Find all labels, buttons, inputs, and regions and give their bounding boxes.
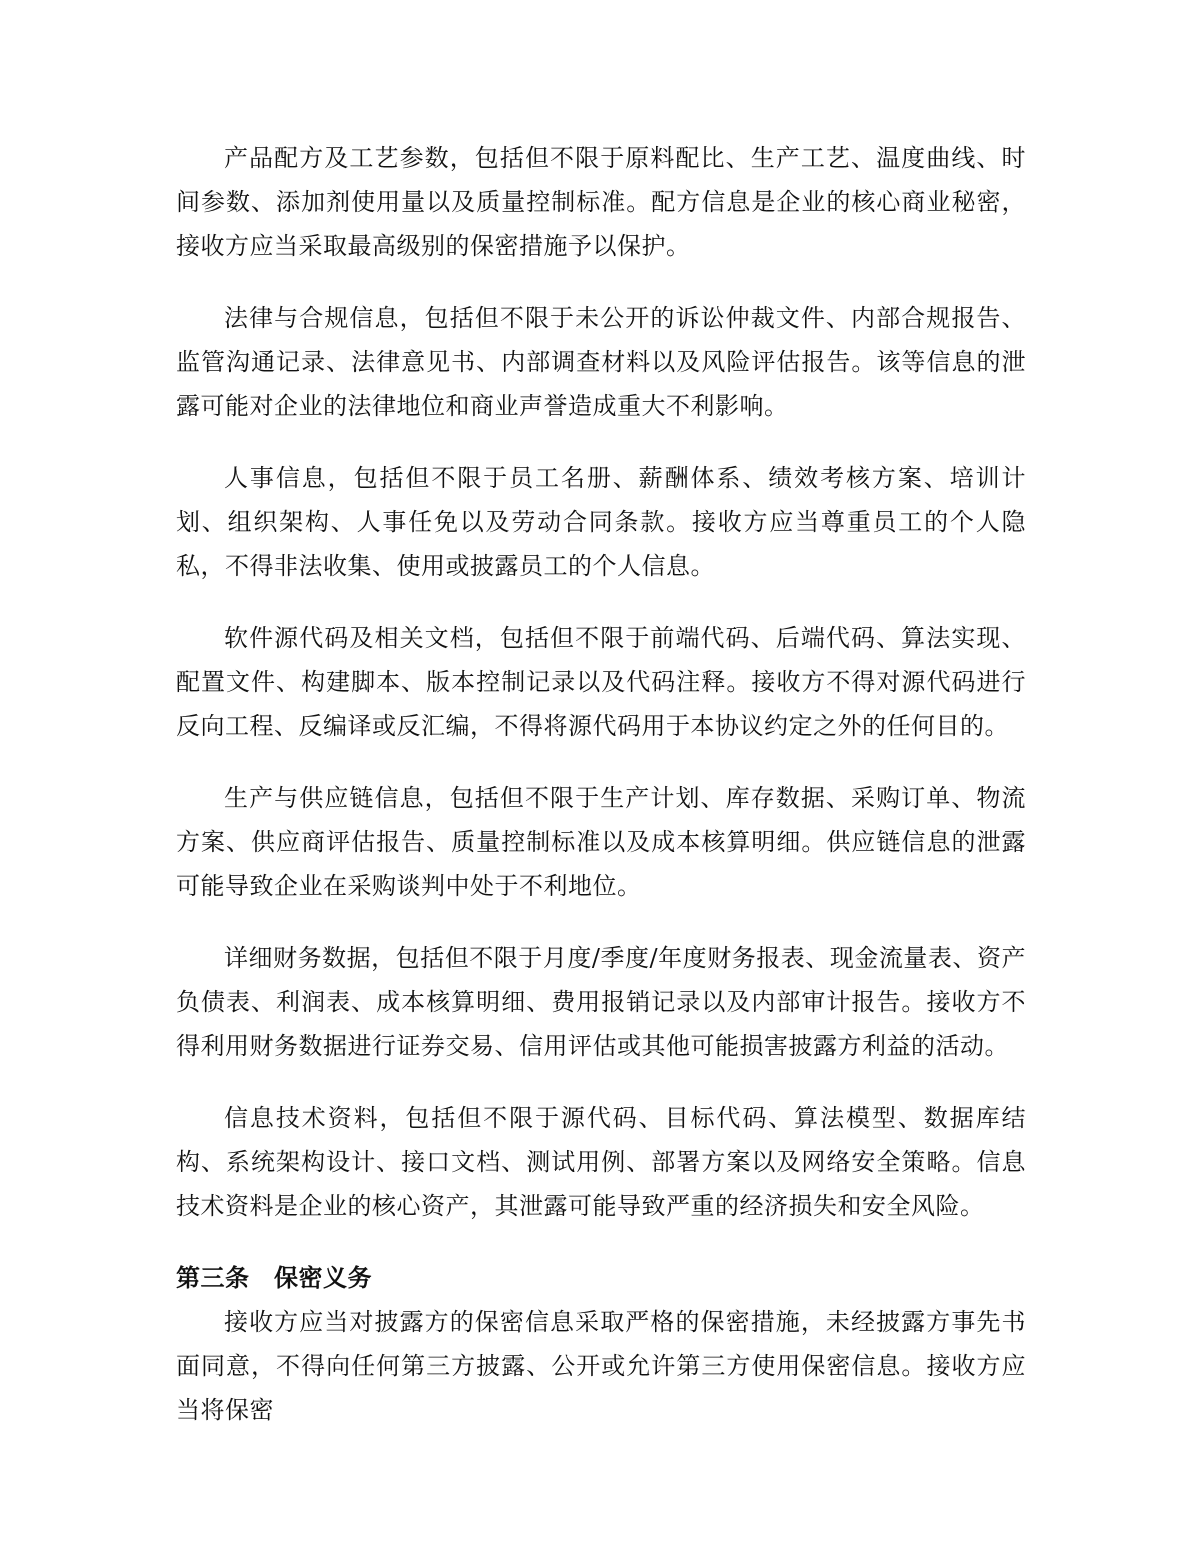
paragraph-confidentiality-obligation: 接收方应当对披露方的保密信息采取严格的保密措施，未经披露方事先书面同意，不得向任何第三方披露、公开或允许第三方使用保密信息。接收方应当将保密 bbox=[176, 1308, 1026, 1424]
paragraph-supply-chain: 生产与供应链信息，包括但不限于生产计划、库存数据、采购订单、物流方案、供应商评估报告、质量控制标准以及成本核算明细。供应链信息的泄露可能导致企业在采购谈判中处于不利地位。 bbox=[176, 784, 1026, 900]
paragraph-formula-process: 产品配方及工艺参数，包括但不限于原料配比、生产工艺、温度曲线、时间参数、添加剂使用量以及质量控制标准。配方信息是企业的核心商业秘密，接收方应当采取最高级别的保密措施予以保护。 bbox=[176, 144, 1026, 260]
paragraph-legal-compliance: 法律与合规信息，包括但不限于未公开的诉讼仲裁文件、内部合规报告、监管沟通记录、法律意见书、内部调查材料以及风险评估报告。该等信息的泄露可能对企业的法律地位和商业声誉造成重大不利影响。 bbox=[176, 304, 1026, 420]
section-heading-confidentiality-obligation: 第三条 保密义务 bbox=[176, 1264, 372, 1292]
paragraph-it-materials: 信息技术资料，包括但不限于源代码、目标代码、算法模型、数据库结构、系统架构设计、接口文档、测试用例、部署方案以及网络安全策略。信息技术资料是企业的核心资产，其泄露可能导致严重的经济损失和安全风险。 bbox=[176, 1104, 1026, 1220]
paragraph-financial-data: 详细财务数据，包括但不限于月度/季度/年度财务报表、现金流量表、资产负债表、利润表、成本核算明细、费用报销记录以及内部审计报告。接收方不得利用财务数据进行证券交易、信用评估或其他可能损害披露方利益的活动。 bbox=[176, 944, 1026, 1060]
document-body bbox=[176, 136, 1026, 1432]
paragraph-personnel: 人事信息，包括但不限于员工名册、薪酬体系、绩效考核方案、培训计划、组织架构、人事任免以及劳动合同条款。接收方应当尊重员工的个人隐私，不得非法收集、使用或披露员工的个人信息。 bbox=[176, 464, 1026, 580]
paragraph-source-code: 软件源代码及相关文档，包括但不限于前端代码、后端代码、算法实现、配置文件、构建脚本、版本控制记录以及代码注释。接收方不得对源代码进行反向工程、反编译或反汇编，不得将源代码用于本协议约定之外的任何目的。 bbox=[176, 624, 1026, 740]
